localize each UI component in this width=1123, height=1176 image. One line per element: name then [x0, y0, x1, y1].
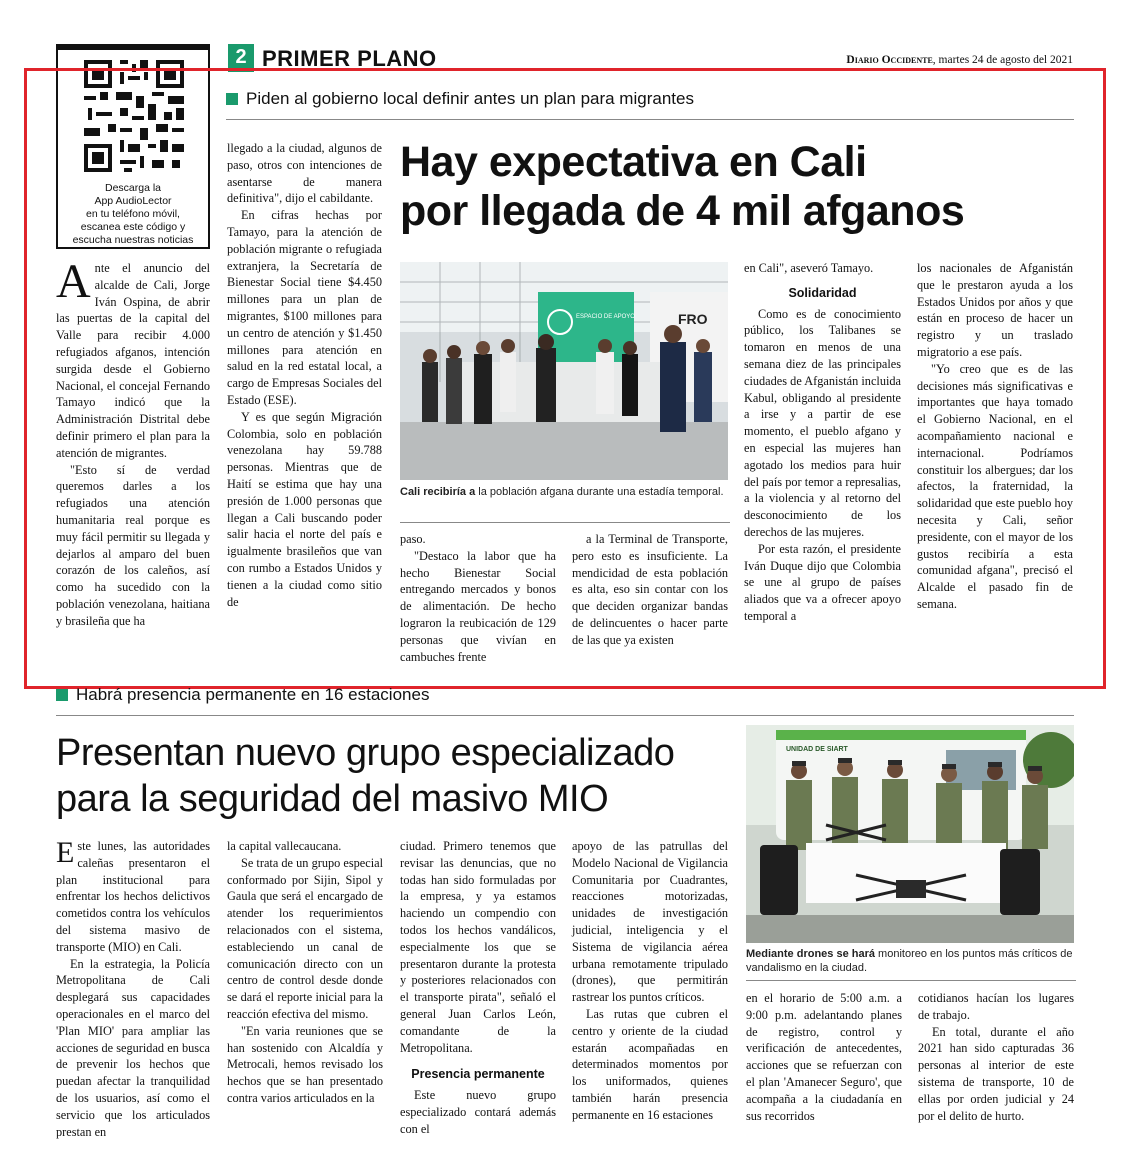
paragraph: Y es que según Migración Colombia, solo en población venezolana hay 59.788 personas. Mientras que de Haití se estima que hay una presión de 1.000 personas que llegan a Cali buscando poder salir hacia el norte del país e igualmente brasileños que van con rumbo a Estados Unidos y tienen a la ciudad como sitio de — [227, 409, 382, 609]
article1-column-5 — [744, 260, 901, 625]
paragraph: "Destaco la labor que ha hecho Bienestar Social entregando mercados y bonos de alimentación. De hecho lograron la reubicación de 129 personas que vivían en cambuches frente — [400, 548, 556, 664]
paragraph: "En varia reuniones que se han sostenido con Alcaldía y Metrocali, hemos revisado los hechos que se han presentado contra varios articulados en la — [227, 1023, 383, 1105]
qr-caption-line: Descarga la — [104, 182, 162, 194]
paragraph: en Cali", aseveró Tamayo. — [744, 261, 874, 275]
article1-headline-line: Hay expectativa en Cali — [400, 138, 867, 186]
caption-text: monitoreo en los puntos más críticos de vandalismo en la ciudad. — [746, 948, 1073, 974]
subheading: Presencia permanente — [411, 1067, 545, 1082]
section-title: PRIMER PLANO — [262, 46, 437, 71]
article2-kicker — [56, 685, 429, 705]
dropcap: A — [56, 255, 91, 308]
article2-column-4 — [572, 838, 728, 1124]
article1-column-4 — [572, 531, 728, 649]
dropcap: E — [56, 836, 75, 869]
qr-caption-line: App AudioLector — [94, 195, 172, 207]
paragraph: los nacionales de Afganistán que le prestaron ayuda a los Estados Unidos por años y que están en proceso de hacer un registro y un traslado migratorio a ese país. — [917, 261, 1073, 359]
article1-column-3 — [400, 531, 556, 665]
article1-kicker — [226, 89, 694, 109]
qr-code-icon[interactable] — [80, 56, 188, 176]
article2-photo-caption — [746, 947, 1076, 975]
paragraph: nte el anuncio del alcalde de Cali, Jorge Iván Ospina, de abrir las puertas de la capital del Valle para recibir 4.000 refugiados afganos, intención surgida desde el Gobierno Nacional, el concejal Fernando Tamayo indicó que la Administración Distrital debe definir primero el plan para la atención de migrantes. — [56, 261, 210, 460]
article2-headline — [56, 730, 746, 822]
article1-headline — [400, 138, 1080, 236]
kicker-square-icon — [226, 93, 238, 105]
paragraph: Se trata de un grupo especial conformado por Sijin, Sipol y Gaula que será el encargado de atender los requerimientos relacionados con el sistema, estableciendo un canal de comunicación directo con un centro de control desde donde se dará el reporte inicial para la reacción efectiva del mismo. — [227, 855, 383, 1021]
publication-name: Diario Occidente — [846, 54, 933, 66]
paragraph: Las rutas que cubren el centro y oriente de la ciudad estarán acompañadas en determinados momentos por los uniformados, quienes también harán presencia permanente en 16 estaciones — [572, 1006, 728, 1122]
article1-headline-line: por llegada de 4 mil afganos — [400, 187, 965, 235]
paragraph: ste lunes, las autoridades caleñas presentaron el plan institucional para enfrentar los hechos delictivos cometidos contra los vehículos del sistema masivo de transporte (MIO) en Cali. — [56, 839, 210, 954]
divider — [746, 980, 1076, 981]
article1-kicker-text: Piden al gobierno local definir antes un plan para migrantes — [246, 89, 694, 108]
paragraph: Como es de conocimiento público, los Talibanes se tomaron en menos de una semana diez de las principales ciudades de Afganistán incluida Kabul, obligando al presidente a irse y a partir de ese momento, el pueblo afgano y en especial las mujeres han agotado los medios para huir del país por temor a represalias, a la violencia y al retorno del desconocimiento de los derechos de las mujeres. — [744, 306, 901, 539]
svg-text:FRO: FRO — [678, 311, 708, 327]
paragraph: Por esta razón, el presidente Iván Duque dijo que Colombia se une al grupo de países aliados que va a ofrecer apoyo temporal a — [744, 541, 901, 623]
qr-caption-line: escucha nuestras noticias — [72, 234, 194, 246]
qr-caption — [62, 182, 204, 247]
paragraph: En cifras hechas por Tamayo, para la atención de población migrante o refugiada extranjera, la Secretaría de Bienestar Social tiene $4.450 millones para un plan de migrantes, $100 millones para un centro de atención y $1.450 millones para atención en salud en la red estatal local, a cargo de Empresas Sociales del Estado (ESE). — [227, 208, 382, 407]
paragraph: "Esto sí de verdad queremos darles a los refugiados una atención humanitaria real porque es muy fácil permitir su llegada y dejarlos al amparo del buen corazón de los caleños, así como ha sucedido con la población venezolana, haitiana y brasileña que ha — [56, 462, 210, 628]
divider — [226, 119, 1074, 120]
qr-caption-line: escanea este código y — [80, 221, 186, 233]
subheading: Solidaridad — [788, 285, 857, 300]
issue-date: , martes 24 de agosto del 2021 — [932, 54, 1073, 66]
article1-photo-caption — [400, 485, 730, 499]
paragraph: la capital vallecaucana. — [227, 839, 342, 853]
article2-photo — [746, 725, 1074, 943]
paragraph: En total, durante el año 2021 han sido capturadas 36 personas al interior de este sistema de transporte, 10 de ellas por orden judicial y 24 por el delito de hurto. — [918, 1024, 1074, 1123]
paragraph: En la estrategia, la Policía Metropolitana de Cali desplegará sus capacidades operacionales en el marco del 'Plan MIO' para ampliar las acciones de seguridad en busca de prevenir los hechos que puedan afectar la tranquilidad de los usuarios, así como el servicio que los articulados prestan en — [56, 956, 210, 1139]
paragraph: apoyo de las patrullas del Modelo Nacional de Vigilancia Comunitaria por Cuadrantes, reacciones motorizadas, unidades de investigación judicial, inteligencia y el Sistema de vigilancia aérea urbana remotamente tripulado (drones), que permitirán rastrear los puntos críticos. — [572, 839, 728, 1005]
truck-text: UNIDAD DE SIART — [786, 746, 848, 753]
article2-column-3 — [400, 838, 556, 1138]
paragraph: a la Terminal de Transporte, pero esto es insuficiente. La mendicidad de esta población es alta, eso sin contar con los que deciden organizar bandas de delincuentes o hacer parte de las que ya existen — [572, 532, 728, 647]
sign-text: ESPACIO DE APOYO — [576, 314, 635, 320]
divider — [400, 522, 730, 523]
paragraph: ciudad. Primero tenemos que revisar las denuncias, que no todas han sido formuladas por la empresa, y ya estamos haciendo un compendio con todos los hechos vandálicos, especialmente los que se presentaron durante la protesta y posteriores relacionados con el transporte pirata", señaló el general Juan Carlos León, comandante de la Metropolitana. — [400, 839, 556, 1055]
masthead — [846, 54, 1073, 66]
article1-column-2 — [227, 140, 382, 610]
paragraph: llegado a la ciudad, algunos de paso, otros con intenciones de asentarse de manera definitiva", dijo el cabildante. — [227, 141, 382, 206]
article1-column-1 — [56, 255, 210, 630]
article2-column-5 — [746, 990, 902, 1124]
article2-kicker-text: Habrá presencia permanente en 16 estaciones — [76, 685, 430, 704]
paragraph: en el horario de 5:00 a.m. a 9:00 p.m. adelantando planes de registro, control y verificación de antecedentes, acciones que se refuerzan con el plan 'Amanecer Seguro', que acompaña a la ciudadanía en sus recorridos — [746, 991, 902, 1123]
caption-lead: Mediante drones se hará — [746, 948, 875, 960]
caption-lead: Cali recibiría a — [400, 486, 476, 498]
article1-photo — [400, 262, 728, 480]
paragraph: cotidianos hacían los lugares de trabajo. — [918, 991, 1074, 1022]
caption-text: la población afgana durante una estadía temporal. — [475, 486, 724, 498]
article2-headline-line: Presentan nuevo grupo especializado — [56, 732, 675, 774]
qr-code-box[interactable] — [56, 44, 210, 249]
paragraph: "Yo creo que es de las decisiones más significativas e importantes que haya tomado el Gobierno Nacional, en el acompañamiento nacional e internacional. Podríamos constituir los albergues; dar los afectos, la fraternidad, la solidaridad que este pueblo hoy necesita y Cali, señor presidente, con el mayor de los gustos recibiría a esta comunidad afgana", precisó el Alcalde el pasado fin de semana. — [917, 361, 1073, 611]
article2-column-6 — [918, 990, 1074, 1124]
qr-caption-line: en tu teléfono móvil, — [86, 208, 180, 220]
kicker-square-icon — [56, 689, 68, 701]
paragraph: Este nuevo grupo especializado contará además con el — [400, 1088, 556, 1136]
article2-column-2 — [227, 838, 383, 1107]
article2-column-1 — [56, 838, 210, 1140]
paragraph: paso. — [400, 532, 426, 546]
article1-column-6 — [917, 260, 1073, 613]
section-number: 2 — [228, 44, 254, 72]
article2-headline-line: para la seguridad del masivo MIO — [56, 778, 609, 820]
divider — [56, 715, 1074, 716]
